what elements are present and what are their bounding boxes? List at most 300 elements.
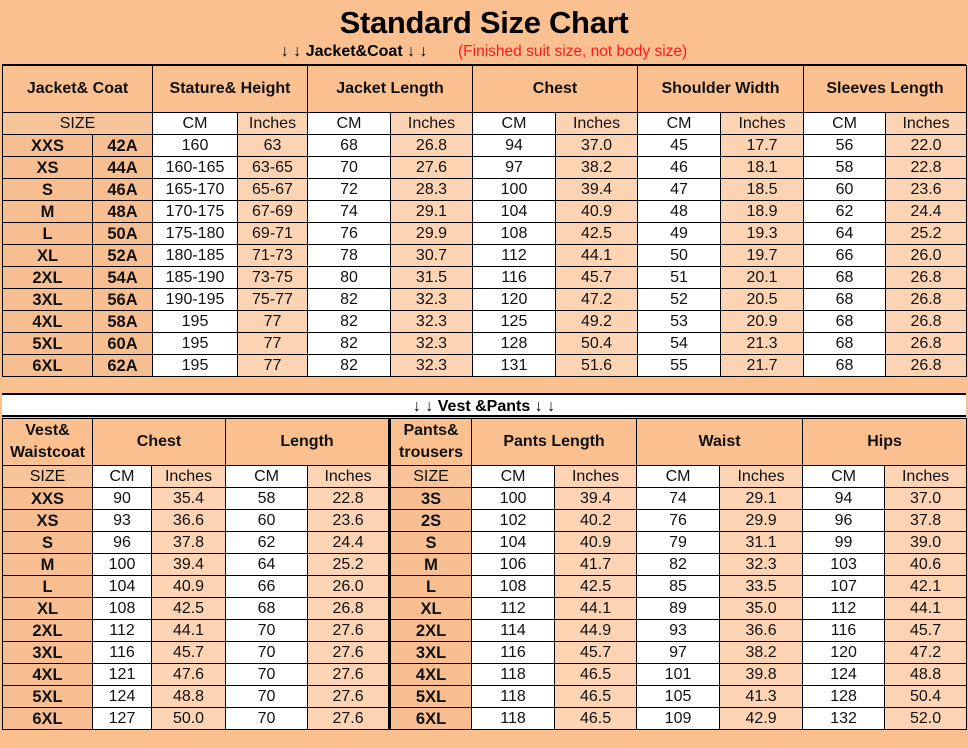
finished-size-note: (Finished suit size, not body size): [458, 43, 688, 60]
chest-in-cell: 40.9: [556, 201, 638, 223]
sleeve-cm-cell: 68: [804, 311, 886, 333]
shoulder-in-cell: 18.9: [721, 201, 804, 223]
vest-chest-cm-cell: 127: [93, 708, 152, 730]
vest-length-in-cell: 27.6: [308, 686, 390, 708]
vest-length-cm-cell: 62: [226, 532, 308, 554]
waist-in-cell: 36.6: [720, 620, 803, 642]
pants-length-cm-cell: 112: [472, 598, 555, 620]
hips-in-cell: 39.0: [885, 532, 967, 554]
pants-length-in-cell: 42.5: [555, 576, 637, 598]
unit-inches: Inches: [721, 113, 804, 135]
vest-length-in-cell: 22.8: [308, 488, 390, 510]
unit-cm: CM: [472, 466, 555, 488]
hips-cm-cell: 99: [803, 532, 885, 554]
height-cm-cell: 160-165: [153, 157, 238, 179]
chest-cm-cell: 128: [473, 333, 556, 355]
header-pants-trousers: Pants& trousers: [390, 419, 472, 466]
waist-cm-cell: 101: [637, 664, 720, 686]
hips-cm-cell: 103: [803, 554, 885, 576]
vest-length-in-cell: 24.4: [308, 532, 390, 554]
sleeve-in-cell: 26.8: [886, 355, 967, 377]
vest-chest-in-cell: 35.4: [152, 488, 226, 510]
shoulder-in-cell: 19.3: [721, 223, 804, 245]
hips-in-cell: 48.8: [885, 664, 967, 686]
unit-cm: CM: [308, 113, 391, 135]
unit-inches: Inches: [720, 466, 803, 488]
sleeve-cm-cell: 62: [804, 201, 886, 223]
header-pants-length: Pants Length: [472, 419, 637, 466]
hips-cm-cell: 96: [803, 510, 885, 532]
pants-size-cell: 3S: [390, 488, 472, 510]
sleeve-cm-cell: 68: [804, 355, 886, 377]
header-chest: Chest: [473, 66, 638, 113]
waist-in-cell: 42.9: [720, 708, 803, 730]
shoulder-in-cell: 18.5: [721, 179, 804, 201]
shoulder-in-cell: 21.7: [721, 355, 804, 377]
waist-in-cell: 33.5: [720, 576, 803, 598]
length-in-cell: 27.6: [391, 157, 473, 179]
vest-size-cell: XS: [3, 510, 93, 532]
hips-in-cell: 52.0: [885, 708, 967, 730]
pants-length-cm-cell: 102: [472, 510, 555, 532]
sleeve-cm-cell: 60: [804, 179, 886, 201]
hips-cm-cell: 116: [803, 620, 885, 642]
shoulder-in-cell: 17.7: [721, 135, 804, 157]
jacket-size-table: [2, 65, 967, 377]
vest-size-cell: 6XL: [3, 708, 93, 730]
sleeve-in-cell: 26.8: [886, 333, 967, 355]
pants-size-cell: L: [390, 576, 472, 598]
unit-cm: CM: [226, 466, 308, 488]
length-in-cell: 29.9: [391, 223, 473, 245]
pants-size-cell: XL: [390, 598, 472, 620]
length-in-cell: 30.7: [391, 245, 473, 267]
shoulder-in-cell: 21.3: [721, 333, 804, 355]
length-cm-cell: 76: [308, 223, 391, 245]
size-code-cell: 58A: [93, 311, 153, 333]
unit-cm: CM: [803, 466, 885, 488]
vest-length-cm-cell: 64: [226, 554, 308, 576]
size-code-cell: 50A: [93, 223, 153, 245]
hips-cm-cell: 107: [803, 576, 885, 598]
height-cm-cell: 170-175: [153, 201, 238, 223]
waist-cm-cell: 76: [637, 510, 720, 532]
table-row: [3, 642, 967, 664]
vest-chest-cm-cell: 90: [93, 488, 152, 510]
unit-inches: Inches: [886, 113, 967, 135]
table-row: [3, 355, 967, 377]
hips-in-cell: 37.0: [885, 488, 967, 510]
size-code-cell: 60A: [93, 333, 153, 355]
waist-cm-cell: 109: [637, 708, 720, 730]
header-jacket-coat: Jacket& Coat: [3, 66, 153, 113]
jacket-section-title: Jacket&Coat: [305, 43, 403, 60]
vest-length-in-cell: 26.0: [308, 576, 390, 598]
chest-in-cell: 51.6: [556, 355, 638, 377]
header-shoulder-width: Shoulder Width: [638, 66, 804, 113]
waist-cm-cell: 85: [637, 576, 720, 598]
table-row: [3, 135, 967, 157]
vest-chest-in-cell: 48.8: [152, 686, 226, 708]
unit-inches: Inches: [555, 466, 637, 488]
sleeve-in-cell: 26.8: [886, 267, 967, 289]
length-cm-cell: 72: [308, 179, 391, 201]
size-cell: 4XL: [3, 311, 93, 333]
vest-size-cell: 2XL: [3, 620, 93, 642]
chest-in-cell: 50.4: [556, 333, 638, 355]
table-row: [3, 223, 967, 245]
hips-in-cell: 44.1: [885, 598, 967, 620]
hips-in-cell: 50.4: [885, 686, 967, 708]
pants-size-cell: 2S: [390, 510, 472, 532]
height-in-cell: 63: [238, 135, 308, 157]
height-in-cell: 73-75: [238, 267, 308, 289]
vest-length-cm-cell: 70: [226, 664, 308, 686]
waist-in-cell: 41.3: [720, 686, 803, 708]
pants-length-cm-cell: 100: [472, 488, 555, 510]
size-code-cell: 56A: [93, 289, 153, 311]
size-code-cell: 42A: [93, 135, 153, 157]
shoulder-in-cell: 19.7: [721, 245, 804, 267]
pants-size-cell: 2XL: [390, 620, 472, 642]
waist-cm-cell: 74: [637, 488, 720, 510]
vest-size-cell: 5XL: [3, 686, 93, 708]
jacket-header-row: [3, 66, 967, 113]
vest-length-in-cell: 26.8: [308, 598, 390, 620]
header-vest-length: Length: [226, 419, 390, 466]
title-header: [2, 2, 966, 66]
vest-size-cell: XL: [3, 598, 93, 620]
chest-cm-cell: 112: [473, 245, 556, 267]
hips-cm-cell: 132: [803, 708, 885, 730]
chest-cm-cell: 125: [473, 311, 556, 333]
down-arrows-icon: ↓ ↓: [407, 43, 428, 60]
vest-pants-unit-row: [3, 466, 967, 488]
sleeve-cm-cell: 68: [804, 289, 886, 311]
vest-chest-cm-cell: 124: [93, 686, 152, 708]
vest-length-cm-cell: 66: [226, 576, 308, 598]
height-cm-cell: 195: [153, 333, 238, 355]
pants-length-cm-cell: 116: [472, 642, 555, 664]
vest-size-cell: M: [3, 554, 93, 576]
vest-chest-cm-cell: 93: [93, 510, 152, 532]
hips-in-cell: 42.1: [885, 576, 967, 598]
length-in-cell: 28.3: [391, 179, 473, 201]
vest-chest-in-cell: 37.8: [152, 532, 226, 554]
vest-chest-in-cell: 44.1: [152, 620, 226, 642]
length-cm-cell: 74: [308, 201, 391, 223]
waist-cm-cell: 79: [637, 532, 720, 554]
down-arrows-icon: ↓ ↓: [280, 43, 302, 60]
pants-length-in-cell: 46.5: [555, 664, 637, 686]
shoulder-cm-cell: 46: [638, 157, 721, 179]
hips-cm-cell: 94: [803, 488, 885, 510]
header-jacket-length: Jacket Length: [308, 66, 473, 113]
vest-chest-cm-cell: 100: [93, 554, 152, 576]
vest-length-cm-cell: 60: [226, 510, 308, 532]
shoulder-in-cell: 20.1: [721, 267, 804, 289]
vest-chest-cm-cell: 112: [93, 620, 152, 642]
height-in-cell: 65-67: [238, 179, 308, 201]
pants-length-cm-cell: 106: [472, 554, 555, 576]
sleeve-in-cell: 26.8: [886, 311, 967, 333]
length-in-cell: 32.3: [391, 289, 473, 311]
sleeve-cm-cell: 64: [804, 223, 886, 245]
vest-chest-in-cell: 42.5: [152, 598, 226, 620]
waist-cm-cell: 89: [637, 598, 720, 620]
chest-cm-cell: 94: [473, 135, 556, 157]
size-cell: XXS: [3, 135, 93, 157]
down-arrows-icon: ↓ ↓: [412, 398, 434, 415]
size-cell: 3XL: [3, 289, 93, 311]
pants-length-in-cell: 40.2: [555, 510, 637, 532]
waist-cm-cell: 105: [637, 686, 720, 708]
chest-cm-cell: 120: [473, 289, 556, 311]
length-in-cell: 26.8: [391, 135, 473, 157]
page-title: Standard Size Chart: [339, 5, 629, 40]
vest-length-in-cell: 27.6: [308, 642, 390, 664]
shoulder-cm-cell: 55: [638, 355, 721, 377]
size-code-cell: 52A: [93, 245, 153, 267]
length-in-cell: 29.1: [391, 201, 473, 223]
table-row: [3, 708, 967, 730]
vest-length-in-cell: 27.6: [308, 708, 390, 730]
hips-cm-cell: 128: [803, 686, 885, 708]
waist-cm-cell: 82: [637, 554, 720, 576]
shoulder-cm-cell: 51: [638, 267, 721, 289]
pants-size-cell: S: [390, 532, 472, 554]
chest-in-cell: 49.2: [556, 311, 638, 333]
chest-cm-cell: 108: [473, 223, 556, 245]
chest-cm-cell: 104: [473, 201, 556, 223]
vest-chest-in-cell: 45.7: [152, 642, 226, 664]
vest-length-cm-cell: 70: [226, 708, 308, 730]
waist-cm-cell: 93: [637, 620, 720, 642]
height-cm-cell: 185-190: [153, 267, 238, 289]
pants-length-cm-cell: 104: [472, 532, 555, 554]
sleeve-in-cell: 23.6: [886, 179, 967, 201]
vest-chest-in-cell: 39.4: [152, 554, 226, 576]
height-cm-cell: 190-195: [153, 289, 238, 311]
vest-size-cell: XXS: [3, 488, 93, 510]
chest-cm-cell: 100: [473, 179, 556, 201]
sleeve-in-cell: 22.8: [886, 157, 967, 179]
size-code-cell: 44A: [93, 157, 153, 179]
unit-inches: Inches: [556, 113, 638, 135]
vest-pants-section-title: Vest &Pants: [437, 398, 531, 415]
vest-chest-cm-cell: 108: [93, 598, 152, 620]
header-vest-waistcoat: Vest& Waistcoat: [3, 419, 93, 466]
size-cell: M: [3, 201, 93, 223]
waist-in-cell: 29.9: [720, 510, 803, 532]
pants-length-in-cell: 45.7: [555, 642, 637, 664]
unit-cm: CM: [638, 113, 721, 135]
table-row: [3, 311, 967, 333]
table-row: [3, 289, 967, 311]
table-row: [3, 179, 967, 201]
sleeve-cm-cell: 56: [804, 135, 886, 157]
hips-cm-cell: 120: [803, 642, 885, 664]
pants-length-in-cell: 46.5: [555, 686, 637, 708]
chest-cm-cell: 97: [473, 157, 556, 179]
size-code-cell: 54A: [93, 267, 153, 289]
vest-chest-in-cell: 50.0: [152, 708, 226, 730]
vest-size-cell: 4XL: [3, 664, 93, 686]
jacket-section-label: [2, 43, 966, 61]
vest-length-in-cell: 27.6: [308, 620, 390, 642]
sleeve-cm-cell: 68: [804, 267, 886, 289]
vest-length-in-cell: 25.2: [308, 554, 390, 576]
pants-size-cell: 4XL: [390, 664, 472, 686]
vest-length-in-cell: 27.6: [308, 664, 390, 686]
table-row: [3, 201, 967, 223]
pants-size-cell: M: [390, 554, 472, 576]
pants-size-cell: 3XL: [390, 642, 472, 664]
header-vest-chest: Chest: [93, 419, 226, 466]
height-in-cell: 71-73: [238, 245, 308, 267]
height-cm-cell: 180-185: [153, 245, 238, 267]
vest-chest-cm-cell: 104: [93, 576, 152, 598]
vest-chest-cm-cell: 116: [93, 642, 152, 664]
size-cell: XL: [3, 245, 93, 267]
shoulder-cm-cell: 49: [638, 223, 721, 245]
pants-length-in-cell: 41.7: [555, 554, 637, 576]
table-row: [3, 664, 967, 686]
length-cm-cell: 82: [308, 355, 391, 377]
table-row: [3, 267, 967, 289]
sleeve-cm-cell: 66: [804, 245, 886, 267]
table-row: [3, 510, 967, 532]
vest-length-cm-cell: 68: [226, 598, 308, 620]
size-label: SIZE: [3, 113, 153, 135]
table-row: [3, 576, 967, 598]
size-cell: 6XL: [3, 355, 93, 377]
shoulder-cm-cell: 52: [638, 289, 721, 311]
hips-in-cell: 47.2: [885, 642, 967, 664]
table-row: [3, 554, 967, 576]
header-sleeves-length: Sleeves Length: [804, 66, 967, 113]
size-cell: 5XL: [3, 333, 93, 355]
waist-cm-cell: 97: [637, 642, 720, 664]
waist-in-cell: 29.1: [720, 488, 803, 510]
unit-cm: CM: [804, 113, 886, 135]
sleeve-in-cell: 22.0: [886, 135, 967, 157]
pants-size-cell: 6XL: [390, 708, 472, 730]
jacket-unit-row: [3, 113, 967, 135]
down-arrows-icon: ↓ ↓: [534, 398, 556, 415]
length-cm-cell: 82: [308, 333, 391, 355]
chest-in-cell: 47.2: [556, 289, 638, 311]
vest-length-cm-cell: 70: [226, 686, 308, 708]
height-cm-cell: 160: [153, 135, 238, 157]
shoulder-cm-cell: 53: [638, 311, 721, 333]
unit-cm: CM: [637, 466, 720, 488]
chest-cm-cell: 131: [473, 355, 556, 377]
pants-length-in-cell: 44.1: [555, 598, 637, 620]
unit-inches: Inches: [885, 466, 967, 488]
sleeve-in-cell: 26.8: [886, 289, 967, 311]
length-in-cell: 32.3: [391, 355, 473, 377]
size-code-cell: 48A: [93, 201, 153, 223]
vest-length-cm-cell: 70: [226, 642, 308, 664]
height-cm-cell: 165-170: [153, 179, 238, 201]
table-row: [3, 620, 967, 642]
unit-cm: CM: [93, 466, 152, 488]
length-cm-cell: 80: [308, 267, 391, 289]
vest-size-cell: L: [3, 576, 93, 598]
vest-chest-cm-cell: 121: [93, 664, 152, 686]
pants-length-cm-cell: 114: [472, 620, 555, 642]
hips-in-cell: 37.8: [885, 510, 967, 532]
size-cell: XS: [3, 157, 93, 179]
length-cm-cell: 70: [308, 157, 391, 179]
table-row: [3, 532, 967, 554]
hips-cm-cell: 124: [803, 664, 885, 686]
vest-length-cm-cell: 70: [226, 620, 308, 642]
unit-inches: Inches: [238, 113, 308, 135]
vest-chest-cm-cell: 96: [93, 532, 152, 554]
header-waist: Waist: [637, 419, 803, 466]
table-row: [3, 686, 967, 708]
pants-length-in-cell: 46.5: [555, 708, 637, 730]
height-in-cell: 75-77: [238, 289, 308, 311]
table-row: [3, 157, 967, 179]
vest-size-cell: 3XL: [3, 642, 93, 664]
shoulder-in-cell: 18.1: [721, 157, 804, 179]
length-cm-cell: 82: [308, 311, 391, 333]
shoulder-cm-cell: 45: [638, 135, 721, 157]
chest-cm-cell: 116: [473, 267, 556, 289]
chest-in-cell: 44.1: [556, 245, 638, 267]
table-row: [3, 333, 967, 355]
waist-in-cell: 38.2: [720, 642, 803, 664]
height-in-cell: 63-65: [238, 157, 308, 179]
pants-size-cell: 5XL: [390, 686, 472, 708]
pants-length-cm-cell: 118: [472, 708, 555, 730]
vest-chest-in-cell: 47.6: [152, 664, 226, 686]
size-cell: L: [3, 223, 93, 245]
vest-pants-size-table: [2, 418, 967, 730]
size-label: SIZE: [3, 466, 93, 488]
sleeve-in-cell: 25.2: [886, 223, 967, 245]
shoulder-cm-cell: 47: [638, 179, 721, 201]
unit-cm: CM: [473, 113, 556, 135]
chest-in-cell: 39.4: [556, 179, 638, 201]
size-cell: 2XL: [3, 267, 93, 289]
waist-in-cell: 39.8: [720, 664, 803, 686]
chest-in-cell: 38.2: [556, 157, 638, 179]
height-cm-cell: 195: [153, 311, 238, 333]
height-cm-cell: 195: [153, 355, 238, 377]
sleeve-cm-cell: 68: [804, 333, 886, 355]
waist-in-cell: 32.3: [720, 554, 803, 576]
length-in-cell: 32.3: [391, 333, 473, 355]
waist-in-cell: 31.1: [720, 532, 803, 554]
size-code-cell: 46A: [93, 179, 153, 201]
sleeve-in-cell: 24.4: [886, 201, 967, 223]
length-cm-cell: 68: [308, 135, 391, 157]
height-in-cell: 77: [238, 333, 308, 355]
header-hips: Hips: [803, 419, 967, 466]
header-stature-height: Stature& Height: [153, 66, 308, 113]
vest-length-cm-cell: 58: [226, 488, 308, 510]
length-cm-cell: 78: [308, 245, 391, 267]
pants-length-cm-cell: 118: [472, 664, 555, 686]
vest-length-in-cell: 23.6: [308, 510, 390, 532]
table-row: [3, 598, 967, 620]
shoulder-cm-cell: 54: [638, 333, 721, 355]
hips-in-cell: 40.6: [885, 554, 967, 576]
